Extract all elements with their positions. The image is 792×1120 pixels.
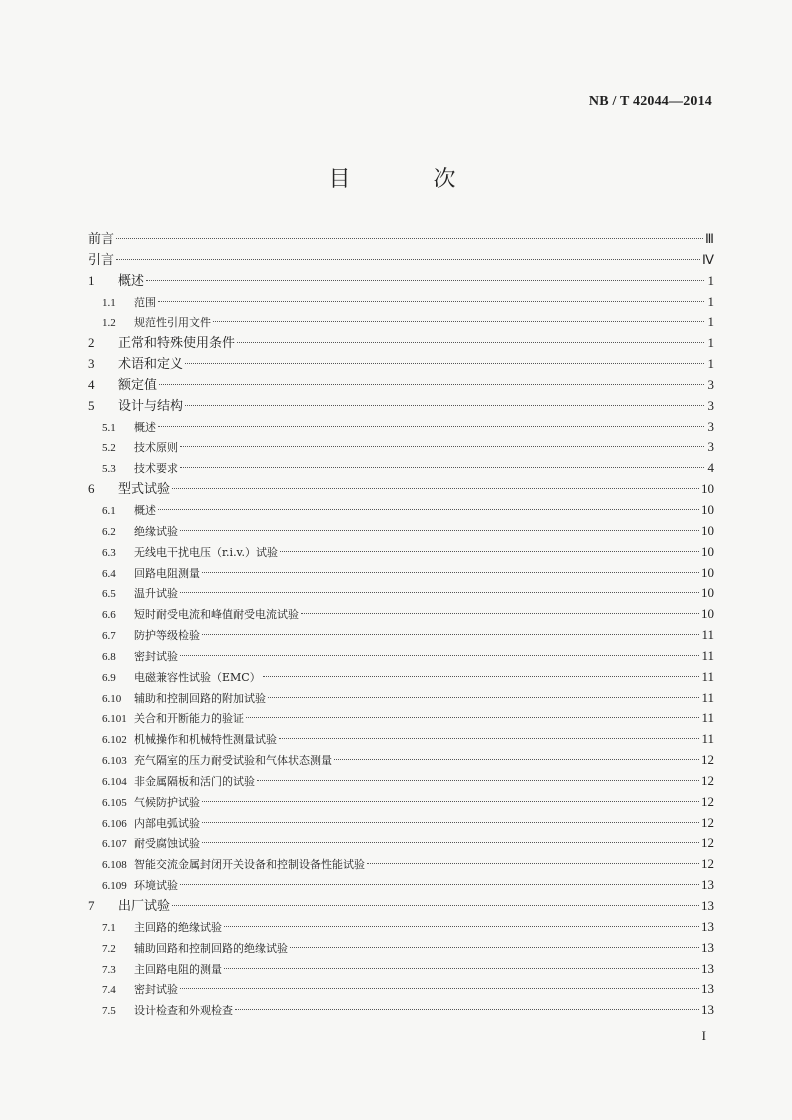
toc-entry-page: 3 (707, 376, 714, 392)
toc-entry-page: 10 (701, 501, 714, 517)
toc-entry-page: 12 (701, 752, 714, 768)
dot-leader (158, 509, 699, 510)
toc-entry[interactable] (88, 938, 714, 959)
toc-entry[interactable] (88, 500, 714, 521)
toc-entry[interactable] (88, 542, 714, 563)
toc-entry[interactable] (88, 959, 714, 980)
toc-entry-page: 1 (707, 356, 714, 372)
dot-leader (280, 551, 699, 552)
dot-leader (180, 988, 699, 989)
dot-leader (180, 530, 699, 531)
toc-entry-page: 10 (701, 543, 714, 559)
toc-entry-page: 1 (707, 335, 714, 351)
dot-leader (237, 342, 704, 343)
toc-entry-page: 1 (707, 272, 714, 288)
toc-entry-number: 1.2 (102, 317, 116, 330)
toc-entry-label: 气候防护试验 (134, 795, 200, 809)
toc-entry-page: 11 (701, 668, 714, 684)
toc-entry[interactable] (88, 896, 714, 917)
toc-entry-number: 6.6 (102, 609, 116, 622)
toc-entry-page: 12 (701, 814, 714, 830)
dot-leader (172, 488, 699, 489)
toc-entry-number: 6.105 (102, 796, 127, 809)
toc-entry-label: 技术原则 (134, 441, 178, 455)
toc-entry[interactable] (88, 833, 714, 854)
toc-entry-label: 设计与结构 (118, 398, 184, 414)
toc-entry-label: 概述 (118, 273, 145, 289)
toc-entry-page: 1 (707, 314, 714, 330)
toc-entry-label: 辅助回路和控制回路的绝缘试验 (134, 941, 288, 955)
dot-leader (202, 801, 699, 802)
dot-leader (202, 572, 699, 573)
toc-entry-page: 10 (701, 564, 714, 580)
toc-entry[interactable] (88, 729, 714, 750)
toc-entry-page: 11 (701, 627, 714, 643)
page-number: I (701, 1028, 706, 1043)
dot-leader (334, 759, 699, 760)
dot-leader (224, 926, 699, 927)
toc-entry-page: 13 (701, 877, 714, 893)
toc-entry-page: 11 (701, 710, 714, 726)
toc-entry-label: 术语和定义 (118, 357, 184, 373)
toc-entry-label: 引言 (88, 252, 115, 268)
toc-entry[interactable] (88, 604, 714, 625)
toc-entry-number: 1 (88, 272, 95, 288)
toc-entry[interactable] (88, 479, 714, 500)
toc-entry[interactable] (88, 583, 714, 604)
toc-entry[interactable] (88, 917, 714, 938)
toc-entry-label: 型式试验 (118, 482, 171, 498)
dot-leader (202, 822, 699, 823)
toc-entry-page: 10 (701, 606, 714, 622)
toc-entry-page: 3 (707, 418, 714, 434)
toc-entry-number: 7.3 (102, 963, 116, 976)
dot-leader (213, 321, 704, 322)
dot-leader (235, 1009, 699, 1010)
toc-entry-page: 13 (701, 1002, 714, 1018)
toc-entry-label: 短时耐受电流和峰值耐受电流试验 (134, 608, 299, 622)
toc-entry-page: 13 (701, 981, 714, 997)
toc-entry-page: 13 (701, 960, 714, 976)
toc-entry-number: 5.1 (102, 421, 116, 434)
toc-entry[interactable] (88, 437, 714, 458)
toc-entry-page: 11 (701, 647, 714, 663)
toc-entry-number: 6.7 (102, 630, 116, 643)
toc-entry-number: 2 (88, 335, 95, 351)
toc-entry[interactable] (88, 875, 714, 896)
toc-entry-number: 6.10 (102, 692, 122, 705)
toc-entry-number: 6.1 (102, 504, 116, 517)
toc-entry-page: 1 (707, 293, 714, 309)
dot-leader (116, 238, 703, 239)
toc-entry-number: 6.102 (102, 734, 127, 747)
dot-leader (301, 613, 699, 614)
toc-entry-label: 概述 (134, 420, 156, 434)
toc-entry-label: 充气隔室的压力耐受试验和气体状态测量 (134, 754, 332, 768)
toc-entry[interactable] (88, 271, 714, 292)
toc-entry-page: 13 (701, 939, 714, 955)
toc-entry[interactable] (88, 563, 714, 584)
toc-entry-number: 7.2 (102, 942, 116, 955)
toc-entry-number: 6.4 (102, 567, 116, 580)
toc-entry-page: 10 (701, 481, 714, 497)
toc-entry-page: 11 (701, 731, 714, 747)
toc-entry-number: 5.3 (102, 463, 116, 476)
dot-leader (158, 426, 704, 427)
toc-entry-page: 12 (701, 793, 714, 809)
toc-entry-number: 6.106 (102, 817, 127, 830)
toc-entry[interactable] (88, 625, 714, 646)
dot-leader (185, 363, 704, 364)
toc-entry-label: 主回路的绝缘试验 (134, 920, 222, 934)
toc-entry-label: 正常和特殊使用条件 (118, 336, 236, 352)
toc-entry-page: 13 (701, 918, 714, 934)
toc-entry-label: 额定值 (118, 377, 158, 393)
toc-entry-number: 7 (88, 898, 95, 913)
dot-leader (246, 717, 699, 718)
toc-entry-number: 3 (88, 356, 95, 372)
dot-leader (180, 592, 699, 593)
toc-entry-number: 5.2 (102, 442, 116, 455)
toc-entry-page: 12 (701, 772, 714, 788)
toc-entry[interactable] (88, 521, 714, 542)
toc-entry-label: 电磁兼容性试验（EMC） (134, 670, 261, 684)
dot-leader (158, 301, 704, 302)
toc-entry[interactable] (88, 312, 714, 333)
toc-entry[interactable] (88, 667, 714, 688)
toc-entry-number: 7.5 (102, 1005, 116, 1018)
dot-leader (290, 947, 699, 948)
toc-entry[interactable] (88, 292, 714, 313)
toc-entry-label: 内部电弧试验 (134, 816, 200, 830)
toc-entry-label: 智能交流金属封闭开关设备和控制设备性能试验 (134, 858, 365, 872)
toc-entry-number: 6.5 (102, 588, 116, 601)
toc-entry-label: 关合和开断能力的验证 (134, 712, 244, 726)
dot-leader (172, 905, 699, 906)
toc-entry-page: 13 (701, 898, 714, 913)
page-title: 目 次 (328, 167, 494, 192)
toc-entry[interactable] (88, 646, 714, 667)
toc-entry[interactable] (88, 458, 714, 479)
dot-leader (159, 384, 704, 385)
toc-entry[interactable] (88, 333, 714, 354)
toc-entry-label: 非金属隔板和活门的试验 (134, 774, 255, 788)
toc-entry[interactable] (88, 688, 714, 709)
toc-entry-number: 6.101 (102, 713, 127, 726)
dot-leader (180, 655, 699, 656)
toc-entry-label: 范围 (134, 295, 156, 309)
dot-leader (224, 968, 699, 969)
toc-entry-number: 6.108 (102, 859, 127, 872)
toc-entry[interactable] (88, 792, 714, 813)
toc-entry[interactable] (88, 979, 714, 1000)
toc-entry-label: 设计检查和外观检查 (134, 1004, 233, 1018)
dot-leader (279, 738, 699, 739)
standard-code: NB / T 42044—2014 (588, 94, 712, 109)
toc-entry-label: 机械操作和机械特性测量试验 (134, 733, 277, 747)
dot-leader (180, 467, 704, 468)
toc-entry[interactable] (88, 771, 714, 792)
toc-entry-number: 6.3 (102, 546, 116, 559)
toc-entry-page: 4 (707, 460, 714, 476)
toc-entry[interactable] (88, 1000, 714, 1021)
toc-entry-page: 3 (707, 397, 714, 413)
toc-entry-number: 6.8 (102, 650, 116, 663)
toc-entry-label: 辅助和控制回路的附加试验 (134, 691, 266, 705)
toc-entry-label: 耐受腐蚀试验 (134, 837, 200, 851)
toc-entry[interactable] (88, 854, 714, 875)
dot-leader (202, 634, 699, 635)
dot-leader (180, 884, 699, 885)
toc-entry-number: 5 (88, 397, 95, 413)
toc-entry-label: 绝缘试验 (134, 524, 178, 538)
toc-entry-page: Ⅳ (702, 251, 714, 267)
dot-leader (263, 676, 700, 677)
toc-entry-label: 密封试验 (134, 983, 178, 997)
toc-entry-number: 7.4 (102, 984, 116, 997)
toc-entry-label: 概述 (134, 503, 156, 517)
toc-entry-number: 6 (88, 481, 95, 497)
toc-entry[interactable] (88, 375, 714, 396)
toc-entry-page: Ⅲ (705, 231, 714, 246)
toc-entry-label: 环境试验 (134, 879, 178, 893)
toc-entry-label: 密封试验 (134, 649, 178, 663)
dot-leader (180, 446, 704, 447)
toc-entry[interactable] (88, 417, 714, 438)
toc-entry-page: 12 (701, 835, 714, 851)
toc-entry[interactable] (88, 396, 714, 417)
toc-entry-number: 1.1 (102, 296, 116, 309)
dot-leader (146, 280, 704, 281)
toc-entry-number: 6.104 (102, 775, 127, 788)
toc-entry-number: 6.107 (102, 838, 127, 851)
toc-entry-label: 前言 (88, 232, 115, 247)
toc-entry-number: 6.109 (102, 880, 127, 893)
toc-entry-label: 无线电干扰电压（r.i.v.）试验 (134, 545, 278, 559)
table-of-contents (88, 229, 714, 1021)
dot-leader (257, 780, 699, 781)
toc-entry-page: 10 (701, 522, 714, 538)
toc-entry-label: 技术要求 (134, 462, 178, 476)
dot-leader (116, 259, 700, 260)
toc-entry-page: 12 (701, 856, 714, 872)
toc-entry-number: 6.103 (102, 755, 127, 768)
toc-entry-label: 温升试验 (134, 587, 178, 601)
dot-leader (268, 697, 699, 698)
dot-leader (202, 842, 699, 843)
toc-entry-number: 7.1 (102, 921, 116, 934)
toc-entry[interactable] (88, 708, 714, 729)
toc-entry-label: 规范性引用文件 (134, 316, 211, 330)
toc-entry-label: 出厂试验 (118, 899, 171, 914)
toc-entry-number: 4 (88, 376, 95, 392)
toc-entry-page: 10 (701, 585, 714, 601)
toc-entry-number: 6.9 (102, 671, 116, 684)
toc-entry[interactable] (88, 813, 714, 834)
toc-entry-number: 6.2 (102, 525, 116, 538)
toc-entry[interactable] (88, 250, 714, 271)
toc-entry-page: 11 (701, 689, 714, 705)
toc-entry-label: 防护等级检验 (134, 629, 200, 643)
toc-entry[interactable] (88, 750, 714, 771)
dot-leader (367, 863, 699, 864)
toc-entry-label: 主回路电阻的测量 (134, 962, 222, 976)
toc-entry[interactable] (88, 354, 714, 375)
toc-entry[interactable] (88, 229, 714, 250)
toc-entry-page: 3 (707, 439, 714, 455)
dot-leader (185, 405, 704, 406)
toc-entry-label: 回路电阻测量 (134, 566, 200, 580)
